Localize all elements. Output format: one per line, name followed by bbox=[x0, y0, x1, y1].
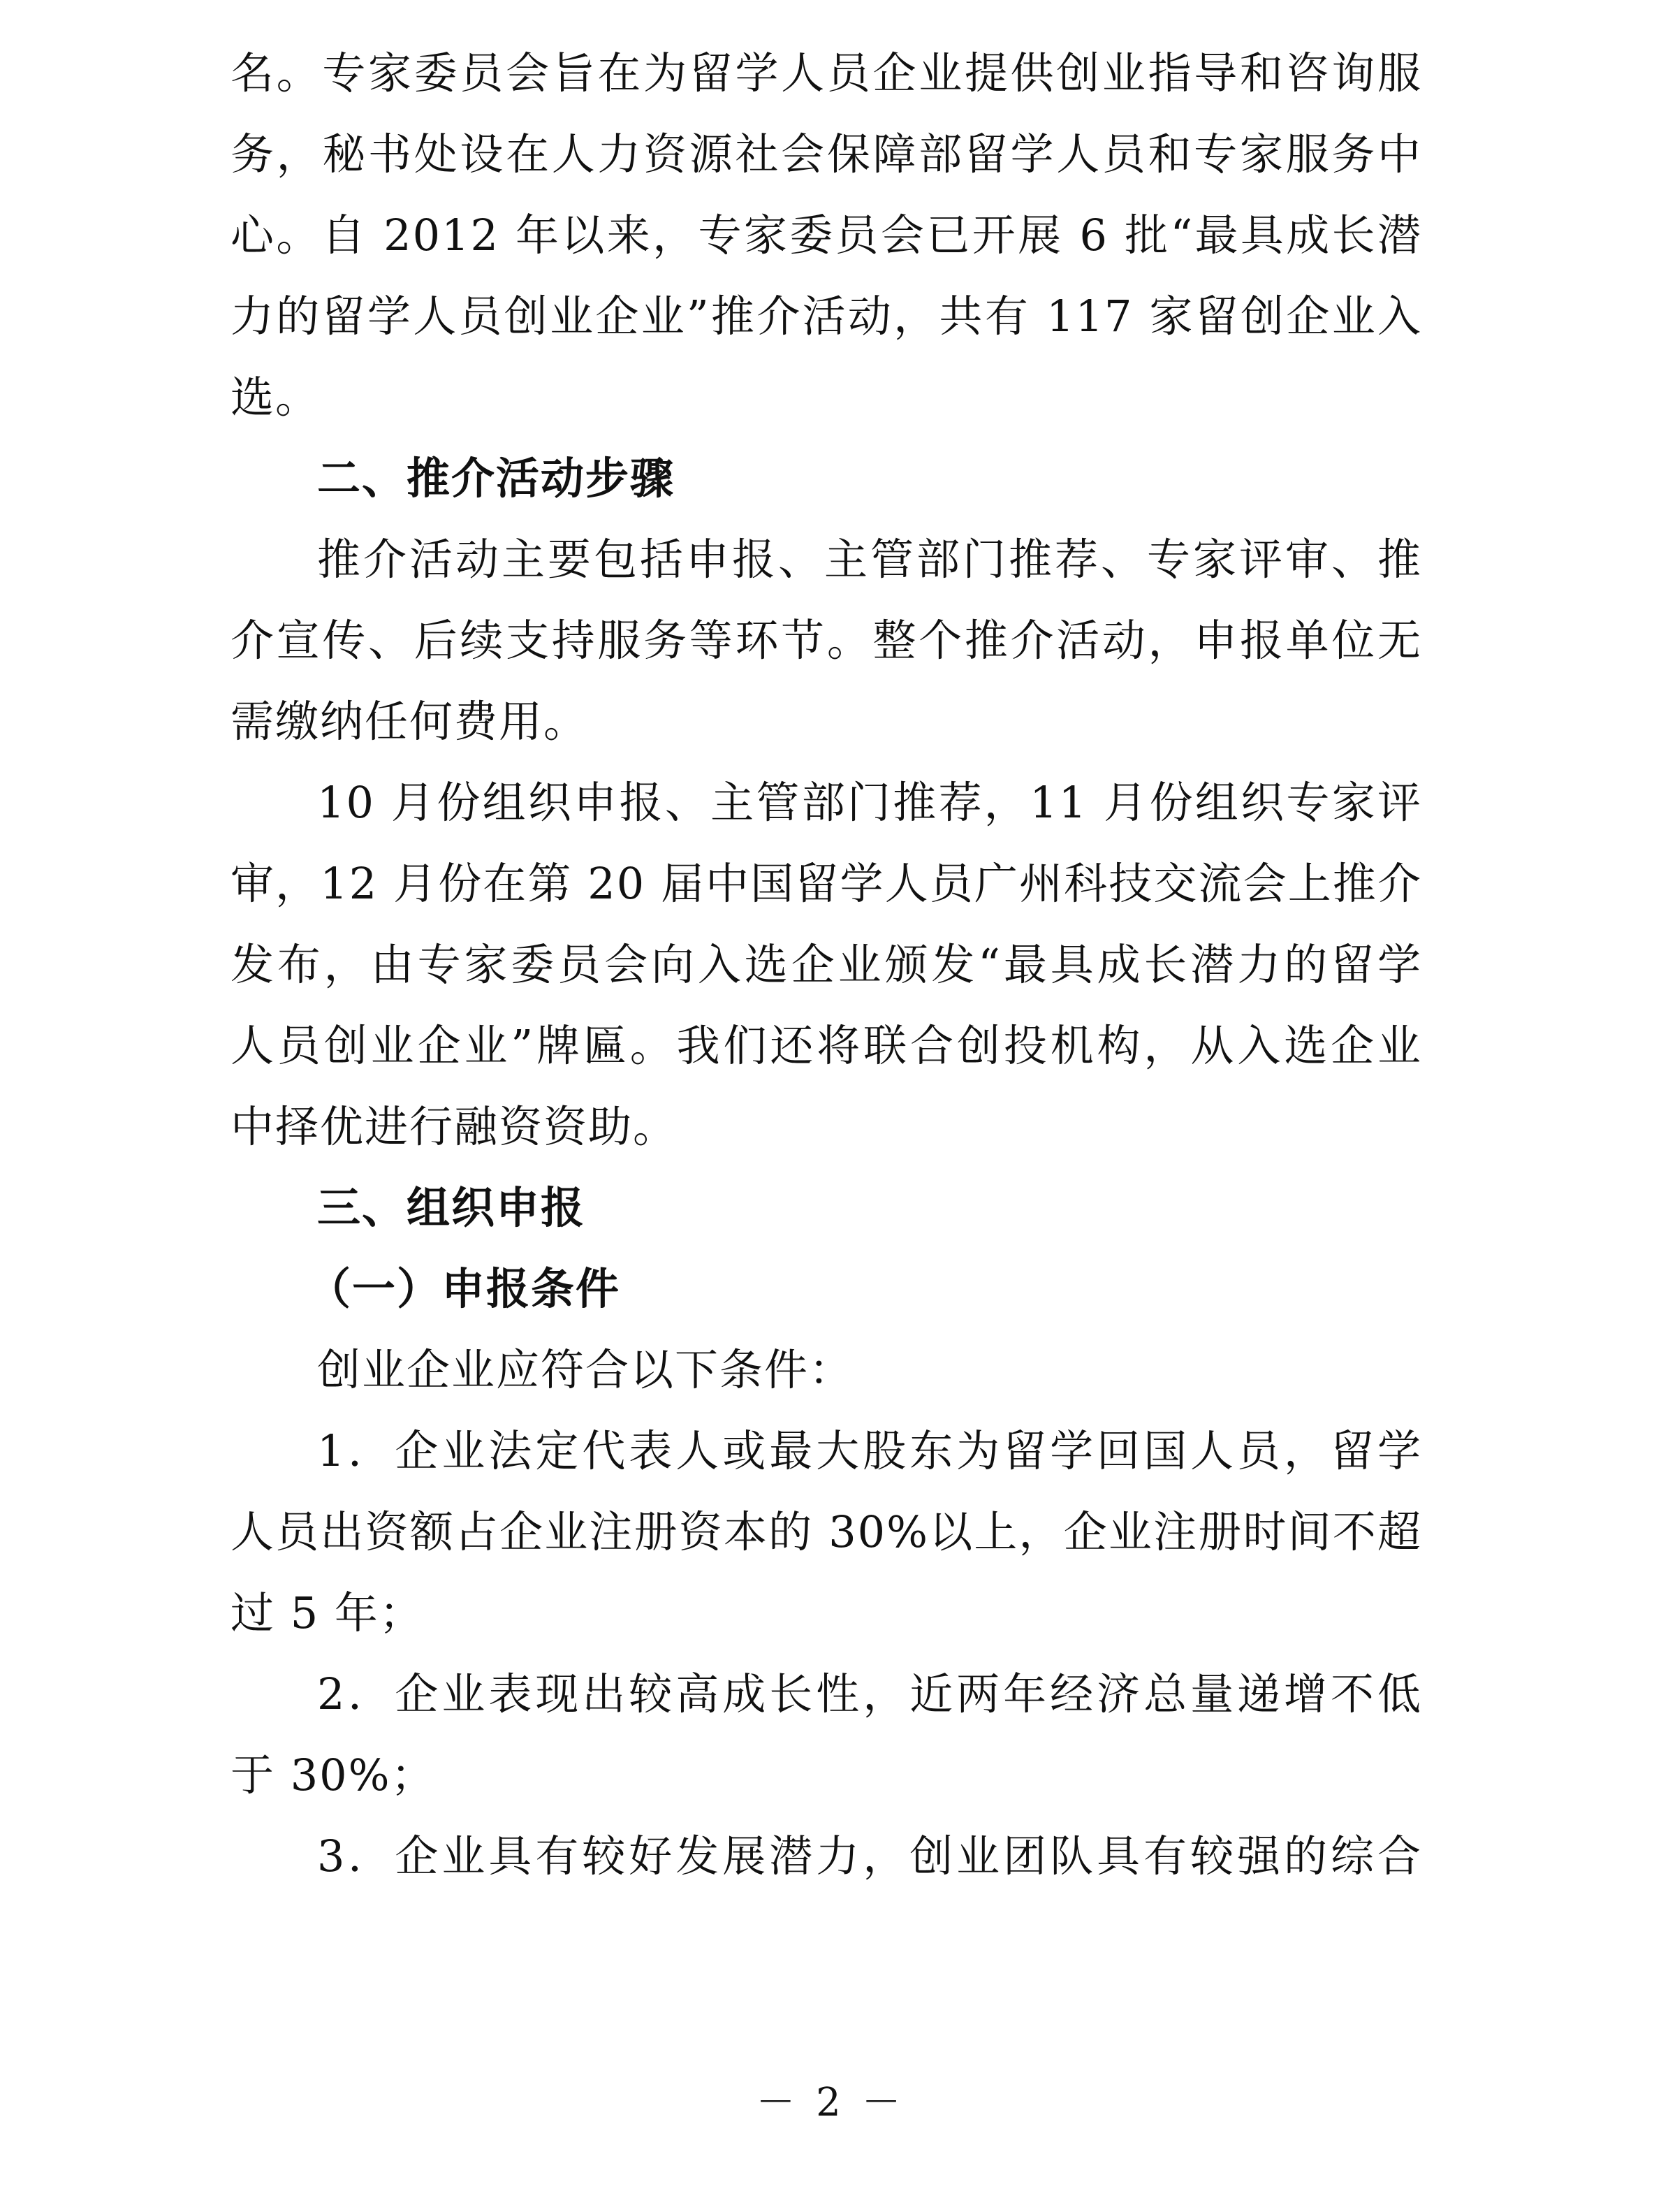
body-text-line: 选。 bbox=[231, 372, 321, 423]
list-item-first-line: 2．企业表现出较高成长性，近两年经济总量递增不低 bbox=[317, 1668, 1422, 1719]
paragraph-first-line: 推介活动主要包括申报、主管部门推荐、专家评审、推 bbox=[317, 534, 1422, 585]
body-text-line: 需缴纳任何费用。 bbox=[231, 696, 589, 747]
body-text-line: 中择优进行融资资助。 bbox=[231, 1101, 678, 1152]
body-text-line: 务，秘书处设在人力资源社会保障部留学人员和专家服务中 bbox=[231, 129, 1422, 180]
body-text-line: 于 30%； bbox=[231, 1749, 436, 1800]
body-text-line: 人员出资额占企业注册资本的 30%以上，企业注册时间不超 bbox=[231, 1506, 1422, 1557]
body-text-line: 审，12 月份在第 20 届中国留学人员广州科技交流会上推介 bbox=[231, 858, 1422, 909]
section-heading: 三、组织申报 bbox=[317, 1182, 586, 1233]
page-number: － 2 － bbox=[756, 2080, 905, 2125]
paragraph-first-line: 创业企业应符合以下条件： bbox=[317, 1344, 854, 1395]
body-text-line: 介宣传、后续支持服务等环节。整个推介活动，申报单位无 bbox=[231, 615, 1422, 666]
body-text-line: 心。自 2012 年以来，专家委员会已开展 6 批“最具成长潜 bbox=[231, 210, 1422, 261]
body-text-line: 过 5 年； bbox=[231, 1587, 424, 1638]
body-text-line: 发布，由专家委员会向入选企业颁发“最具成长潜力的留学 bbox=[231, 939, 1422, 990]
body-text-line: 人员创业企业”牌匾。我们还将联合创投机构，从入选企业 bbox=[231, 1020, 1422, 1071]
section-heading: 二、推介活动步骤 bbox=[317, 453, 675, 504]
list-item-first-line: 3．企业具有较好发展潜力，创业团队具有较强的综合 bbox=[317, 1831, 1422, 1882]
subsection-heading: （一）申报条件 bbox=[307, 1263, 621, 1314]
body-text-line: 力的留学人员创业企业”推介活动，共有 117 家留创企业入 bbox=[231, 291, 1422, 342]
paragraph-first-line: 10 月份组织申报、主管部门推荐，11 月份组织专家评 bbox=[317, 777, 1422, 828]
list-item-first-line: 1．企业法定代表人或最大股东为留学回国人员，留学 bbox=[317, 1425, 1422, 1476]
body-text-line: 名。专家委员会旨在为留学人员企业提供创业指导和咨询服 bbox=[231, 48, 1422, 99]
